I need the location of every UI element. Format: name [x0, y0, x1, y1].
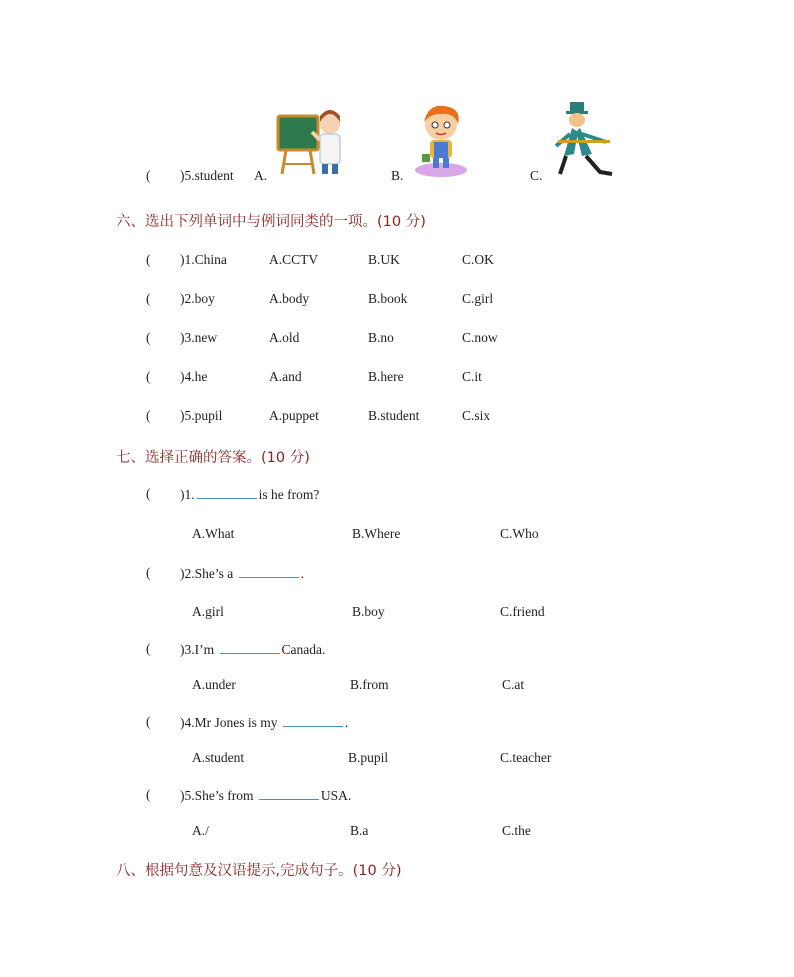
- question-stem: )4.he: [180, 369, 208, 384]
- option-b: B.Where: [352, 526, 401, 541]
- answer-blank[interactable]: [259, 787, 319, 800]
- teacher-blackboard-picture: [276, 104, 346, 176]
- option-a: A.body: [269, 291, 310, 306]
- option-a: A.girl: [192, 604, 224, 619]
- q5-word: 5.student: [184, 168, 234, 183]
- paren-open: (: [146, 252, 151, 267]
- q5-stem: [180, 168, 234, 184]
- option-a: A.under: [192, 677, 236, 692]
- section8-title: 八、根据句意及汉语提示,完成句子。(10 分): [116, 863, 402, 879]
- answer-blank[interactable]: [283, 714, 343, 727]
- stem-before-blank: )5.She’s from: [180, 788, 254, 803]
- question-stem: [180, 565, 304, 582]
- paren-open: (: [146, 714, 151, 729]
- option-c: C.OK: [462, 252, 494, 267]
- option-c: C.now: [462, 330, 498, 345]
- option-a: A.and: [269, 369, 302, 384]
- option-b: B.book: [368, 291, 408, 306]
- paren-open: (: [146, 486, 151, 501]
- question-stem: [180, 641, 325, 658]
- stem-after-blank: .: [344, 715, 349, 730]
- option-c: C.teacher: [500, 750, 552, 765]
- stem-before-blank: )4.Mr Jones is my: [180, 715, 278, 730]
- question-stem: [180, 787, 351, 804]
- option-b: B.UK: [368, 252, 400, 267]
- option-b: B.pupil: [348, 750, 389, 765]
- paren-open: (: [146, 408, 151, 423]
- option-b: B.no: [368, 330, 394, 345]
- option-b: B.student: [368, 408, 420, 423]
- stem-after-blank: is he from?: [258, 487, 320, 502]
- q5-paren-close: ): [180, 168, 185, 183]
- option-c: C.the: [502, 823, 531, 838]
- paren-open: (: [146, 291, 151, 306]
- option-c: C.six: [462, 408, 491, 423]
- stem-after-blank: .: [300, 566, 304, 581]
- boy-picture: [414, 102, 468, 178]
- q5-option-c-label: C.: [530, 168, 543, 183]
- option-c: C.friend: [500, 604, 545, 619]
- paren-open: (: [146, 369, 151, 384]
- paren-open: (: [146, 565, 151, 580]
- option-b: B.from: [350, 677, 389, 692]
- option-b: B.a: [350, 823, 369, 838]
- q5-paren-open: (: [146, 168, 151, 183]
- option-c: C.girl: [462, 291, 494, 306]
- answer-blank[interactable]: [220, 641, 280, 654]
- stem-after-blank: Canada.: [281, 642, 326, 657]
- section6-title: 六、选出下列单词中与例词同类的一项。(10 分): [116, 214, 426, 230]
- option-b: B.boy: [352, 604, 385, 619]
- question-stem: [180, 486, 319, 503]
- option-a: A./: [192, 823, 209, 838]
- question-stem: [180, 714, 348, 731]
- q5-option-b-label: B.: [391, 168, 404, 183]
- question-stem: )2.boy: [180, 291, 215, 306]
- answer-blank[interactable]: [239, 565, 299, 578]
- question-stem: )1.China: [180, 252, 227, 267]
- option-a: A.student: [192, 750, 245, 765]
- option-c: C.Who: [500, 526, 539, 541]
- paren-open: (: [146, 330, 151, 345]
- stem-before-blank: )1.: [180, 487, 195, 502]
- question-stem: )3.new: [180, 330, 218, 345]
- option-a: A.CCTV: [269, 252, 319, 267]
- option-b: B.here: [368, 369, 404, 384]
- option-c: C.at: [502, 677, 525, 692]
- q5-option-a-label: A.: [254, 168, 268, 183]
- section7-title: 七、选择正确的答案。(10 分): [116, 450, 310, 466]
- stem-after-blank: USA.: [320, 788, 352, 803]
- option-a: A.What: [192, 526, 235, 541]
- paren-open: (: [146, 787, 151, 802]
- question-stem: )5.pupil: [180, 408, 223, 423]
- option-c: C.it: [462, 369, 482, 384]
- dancing-man-picture: [552, 102, 618, 178]
- stem-before-blank: )2.She’s a: [180, 566, 234, 581]
- option-a: A.puppet: [269, 408, 319, 423]
- option-a: A.old: [269, 330, 300, 345]
- answer-blank[interactable]: [197, 486, 257, 499]
- stem-before-blank: )3.I’m: [180, 642, 215, 657]
- paren-open: (: [146, 641, 151, 656]
